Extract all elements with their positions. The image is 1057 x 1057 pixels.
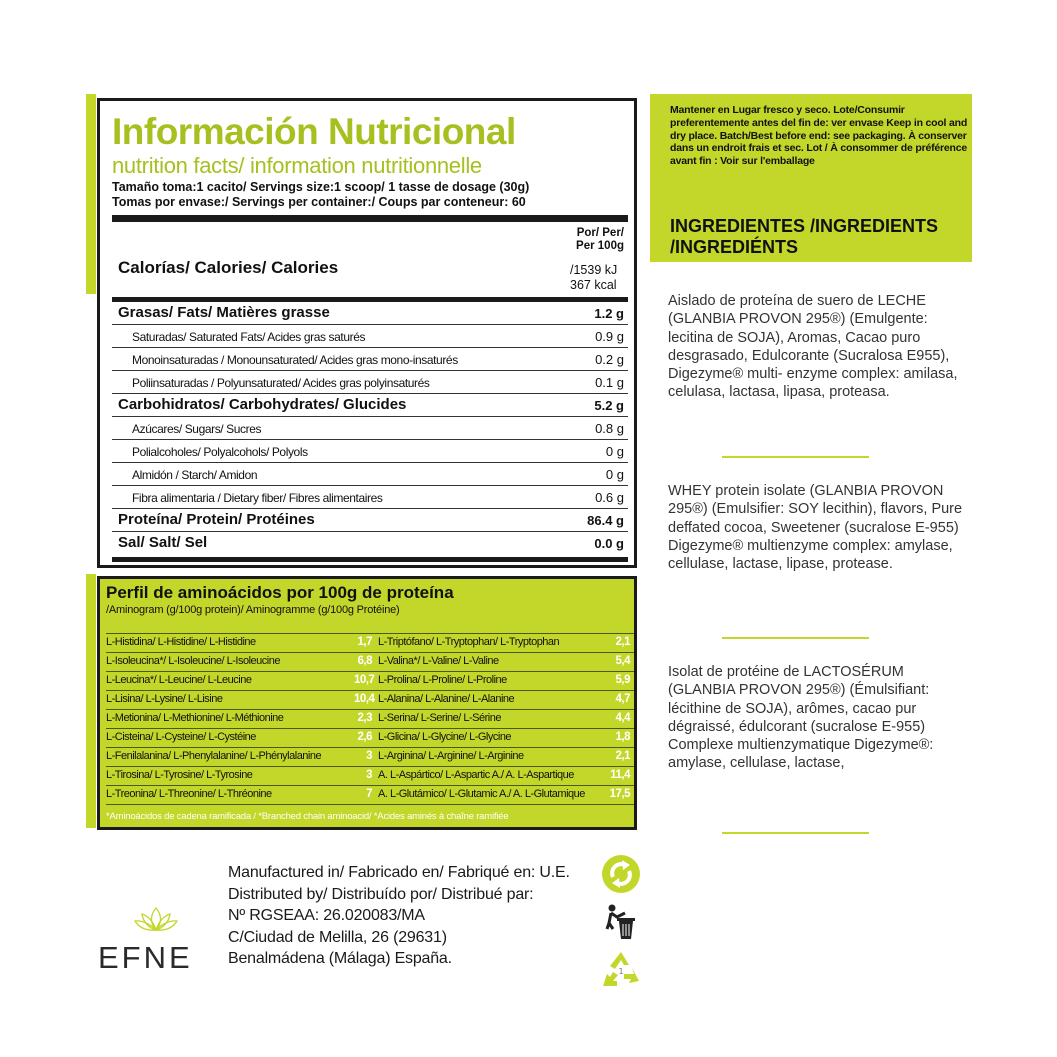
per-100g-header <box>534 227 624 253</box>
nutrient-row <box>112 417 628 440</box>
amino-value: 1,8 <box>615 731 630 743</box>
distributed-by: Distributed by/ Distribuído por/ Distribué par: <box>228 885 534 903</box>
calories-label: Calorías/ Calories/ Calories <box>118 258 339 277</box>
nutrient-row <box>112 463 628 486</box>
amino-row <box>106 691 634 710</box>
per-header-line: Por/ Per/ <box>576 227 624 239</box>
amino-name: L-Cisteina/ L-Cysteine/ L-Cystéine <box>106 731 256 743</box>
nutrient-label: Monoinsaturadas / Monounsaturated/ Acides gras mono-insaturés <box>132 353 458 367</box>
amino-value: 11,4 <box>610 769 630 781</box>
ingredients-english: WHEY protein isolate (GLANBIA PROVON 295®) (Emulsifier: SOY lecithin), flavors, Pure deffated cocoa, Sweetener (sucralose E-955) Digezyme® multienzyme complex: amylase, cellulase, lactase, lipase, protease. <box>668 483 963 573</box>
amino-value: 17,5 <box>609 788 630 800</box>
thick-divider <box>112 557 628 562</box>
storage-instructions: Mantener en Lugar fresco y seco. Lote/Consumir preferentemente antes del fin de: ver envase Keep in cool and dry place. Batch/Best before end: see packaging. À conserver dans un endroit frais et sec. Lot / À consommer de préférence avant fin : Voir sur l'emballage <box>670 104 968 168</box>
nutrient-row <box>112 302 628 325</box>
amino-name: L-Histidina/ L-Histidine/ L-Histidine <box>106 636 256 648</box>
amino-value: 3 <box>366 750 372 762</box>
nutrient-row <box>112 440 628 463</box>
amino-row <box>106 710 634 729</box>
amino-value: 10,4 <box>354 693 375 705</box>
ingredients-title: INGREDIENTES /INGREDIENTS /INGREDIÉNTS <box>670 216 939 257</box>
nutrient-value: 86.4 g <box>587 513 624 528</box>
nutrient-value: 0 g <box>605 444 624 459</box>
calories-kj: /1539 kJ <box>570 263 618 277</box>
address-street: C/Ciudad de Melilla, 26 (29631) <box>228 928 447 946</box>
amino-row <box>106 653 634 672</box>
amino-value: 1,7 <box>357 636 372 648</box>
nutrient-label: Grasas/ Fats/ Matières grasse <box>118 304 330 321</box>
left-accent-bar-top <box>86 94 96 294</box>
serving-size: Tamaño toma:1 cacito/ Servings size:1 scoop/ 1 tasse de dosage (30g) <box>112 180 530 194</box>
amino-name: L-Treonina/ L-Threonine/ L-Thréonine <box>106 788 272 800</box>
lotus-logo-icon <box>133 906 179 934</box>
nutrient-value: 0.1 g <box>595 375 624 390</box>
brand-logo-text: EFNE <box>98 940 193 975</box>
amino-name: L-Valina*/ L-Valine/ L-Valine <box>378 655 499 667</box>
amino-row <box>106 767 634 786</box>
nutrient-value: 0.0 g <box>594 536 624 551</box>
nutrient-value: 0.2 g <box>595 352 624 367</box>
nutrient-row <box>112 394 628 417</box>
amino-acid-panel <box>97 576 637 830</box>
nutrition-facts-panel <box>97 98 637 568</box>
amino-value: 7 <box>366 788 372 800</box>
nutrient-label: Saturadas/ Saturated Fats/ Acides gras saturés <box>132 330 366 344</box>
amino-value: 2,1 <box>615 636 630 648</box>
nutrient-value: 0.6 g <box>595 490 624 505</box>
nutrient-row <box>112 532 628 554</box>
amino-name: L-Leucina*/ L-Leucine/ L-Leucine <box>106 674 252 686</box>
nutrient-row <box>112 348 628 371</box>
nutrient-value: 0.9 g <box>595 329 624 344</box>
nutrient-label: Carbohidratos/ Carbohydrates/ Glucides <box>118 396 407 413</box>
amino-name: L-Serina/ L-Serine/ L-Sérine <box>378 712 501 724</box>
amino-value: 5,4 <box>615 655 630 667</box>
amino-name: L-Alanina/ L-Alanine/ L-Alanine <box>378 693 515 705</box>
registry-number: Nº RGSEAA: 26.020083/MA <box>228 907 425 924</box>
nutrient-row <box>112 371 628 394</box>
amino-value: 6,8 <box>357 655 372 667</box>
amino-value: 4,4 <box>615 712 630 724</box>
nutrient-label: Azúcares/ Sugars/ Sucres <box>132 422 262 436</box>
amino-row <box>106 748 634 767</box>
nutrient-label: Sal/ Salt/ Sel <box>118 534 208 551</box>
amino-row <box>106 633 634 653</box>
amino-footnote: *Aminoácidos de cadena ramificada / *Branched chain aminoacid/ *Acides aminés à chaîne ramifiée <box>106 811 509 822</box>
amino-row <box>106 672 634 691</box>
nutrient-value: 5.2 g <box>594 398 624 413</box>
amino-name: L-Lisina/ L-Lysine/ L-Lisine <box>106 693 223 705</box>
nutrient-label: Proteína/ Protein/ Protéines <box>118 511 315 528</box>
amino-name: L-Glicina/ L-Glycine/ L-Glycine <box>378 731 512 743</box>
thick-divider <box>112 215 628 222</box>
amino-name: L-Prolina/ L-Proline/ L-Proline <box>378 674 507 686</box>
amino-name: L-Isoleucina*/ L-Isoleucine/ L-Isoleucine <box>106 655 280 667</box>
nutrient-row <box>112 325 628 348</box>
servings-per-container: Tomas por envase:/ Servings per container:/ Coups par conteneur: 60 <box>112 195 526 209</box>
amino-row <box>106 786 634 805</box>
nutrient-row <box>112 486 628 509</box>
manufacturer-info <box>228 862 570 970</box>
amino-table <box>106 633 634 805</box>
nutrient-value: 0 g <box>605 467 624 482</box>
amino-name: L-Fenilalanina/ L-Phenylalanine/ L-Phénylalanine <box>106 750 322 762</box>
amino-value: 2,3 <box>357 712 372 724</box>
amino-value: 3 <box>366 769 372 781</box>
amino-name: A. L-Aspártico/ L-Aspartic A./ A. L-Aspartique <box>378 769 574 781</box>
separator <box>722 637 869 639</box>
amino-row <box>106 729 634 748</box>
nutrient-label: Almidón / Starch/ Amidon <box>132 468 258 482</box>
manufactured-in: Manufactured in/ Fabricado en/ Fabriqué en: U.E. <box>228 864 570 881</box>
separator <box>722 456 869 458</box>
tidyman-bin-icon <box>603 903 637 943</box>
recycle-triangle-icon <box>601 950 641 988</box>
per-header-line: Per 100g <box>576 240 624 252</box>
address-city: Benalmádena (Málaga) España. <box>228 950 452 967</box>
amino-value: 2,1 <box>615 750 630 762</box>
amino-name: L-Triptófano/ L-Tryptophan/ L-Tryptophan <box>378 636 560 648</box>
amino-value: 10,7 <box>354 674 375 686</box>
amino-name: L-Tirosina/ L-Tyrosine/ L-Tyrosine <box>106 769 253 781</box>
amino-name: L-Arginina/ L-Arginine/ L-Arginine <box>378 750 524 762</box>
amino-name: L-Metionina/ L-Methionine/ L-Méthionine <box>106 712 284 724</box>
amino-value: 2,6 <box>357 731 372 743</box>
nutrition-title: Información Nutricional <box>112 111 516 152</box>
nutrient-value: 0.8 g <box>595 421 624 436</box>
nutrient-label: Fibra alimentaria / Dietary fiber/ Fibres alimentaires <box>132 491 383 505</box>
amino-subtitle: /Aminogram (g/100g protein)/ Aminogramme (g/100g Protéine) <box>106 604 400 616</box>
nutrient-label: Polialcoholes/ Polyalcohols/ Polyols <box>132 445 308 459</box>
ingredients-spanish: Aislado de proteína de suero de LECHE (GLANBIA PROVON 295®) (Emulgente: lecitina de SOJA), Aromas, Cacao puro desgrasado, Edulcorante (Sucralosa E955), Digezyme® multi- enzyme complex: amilasa, celulasa, lactasa, lipasa, proteasa. <box>668 293 958 401</box>
amino-value: 5,9 <box>615 674 630 686</box>
recycle-arrow-icon <box>600 853 642 895</box>
separator <box>722 832 869 834</box>
amino-value: 4,7 <box>615 693 630 705</box>
nutrition-subtitle: nutrition facts/ information nutritionnelle <box>112 153 482 178</box>
svg-text:1: 1 <box>618 967 624 976</box>
amino-name: A. L-Glutámico/ L-Glutamic A./ A. L-Glutamique <box>378 788 585 800</box>
amino-title: Perfil de aminoácidos por 100g de proteína <box>106 583 454 602</box>
nutrient-row <box>112 509 628 532</box>
nutrient-label: Poliinsaturadas / Polyunsaturated/ Acides gras polyinsaturés <box>132 376 430 390</box>
nutrient-value: 1.2 g <box>594 306 624 321</box>
left-accent-bar-bottom <box>86 574 96 828</box>
storage-panel <box>650 94 972 262</box>
ingredients-french: Isolat de protéine de LACTOSÉRUM (GLANBIA PROVON 295®) (Émulsifiant: lécithine de SOJA), arômes, cacao pur dégraissé, édulcorant (sucralose E-955) Complexe multienzymatique Digezyme®: amylase, cellulase, lactase, <box>668 664 934 772</box>
calories-kcal: 367 kcal <box>570 278 617 292</box>
